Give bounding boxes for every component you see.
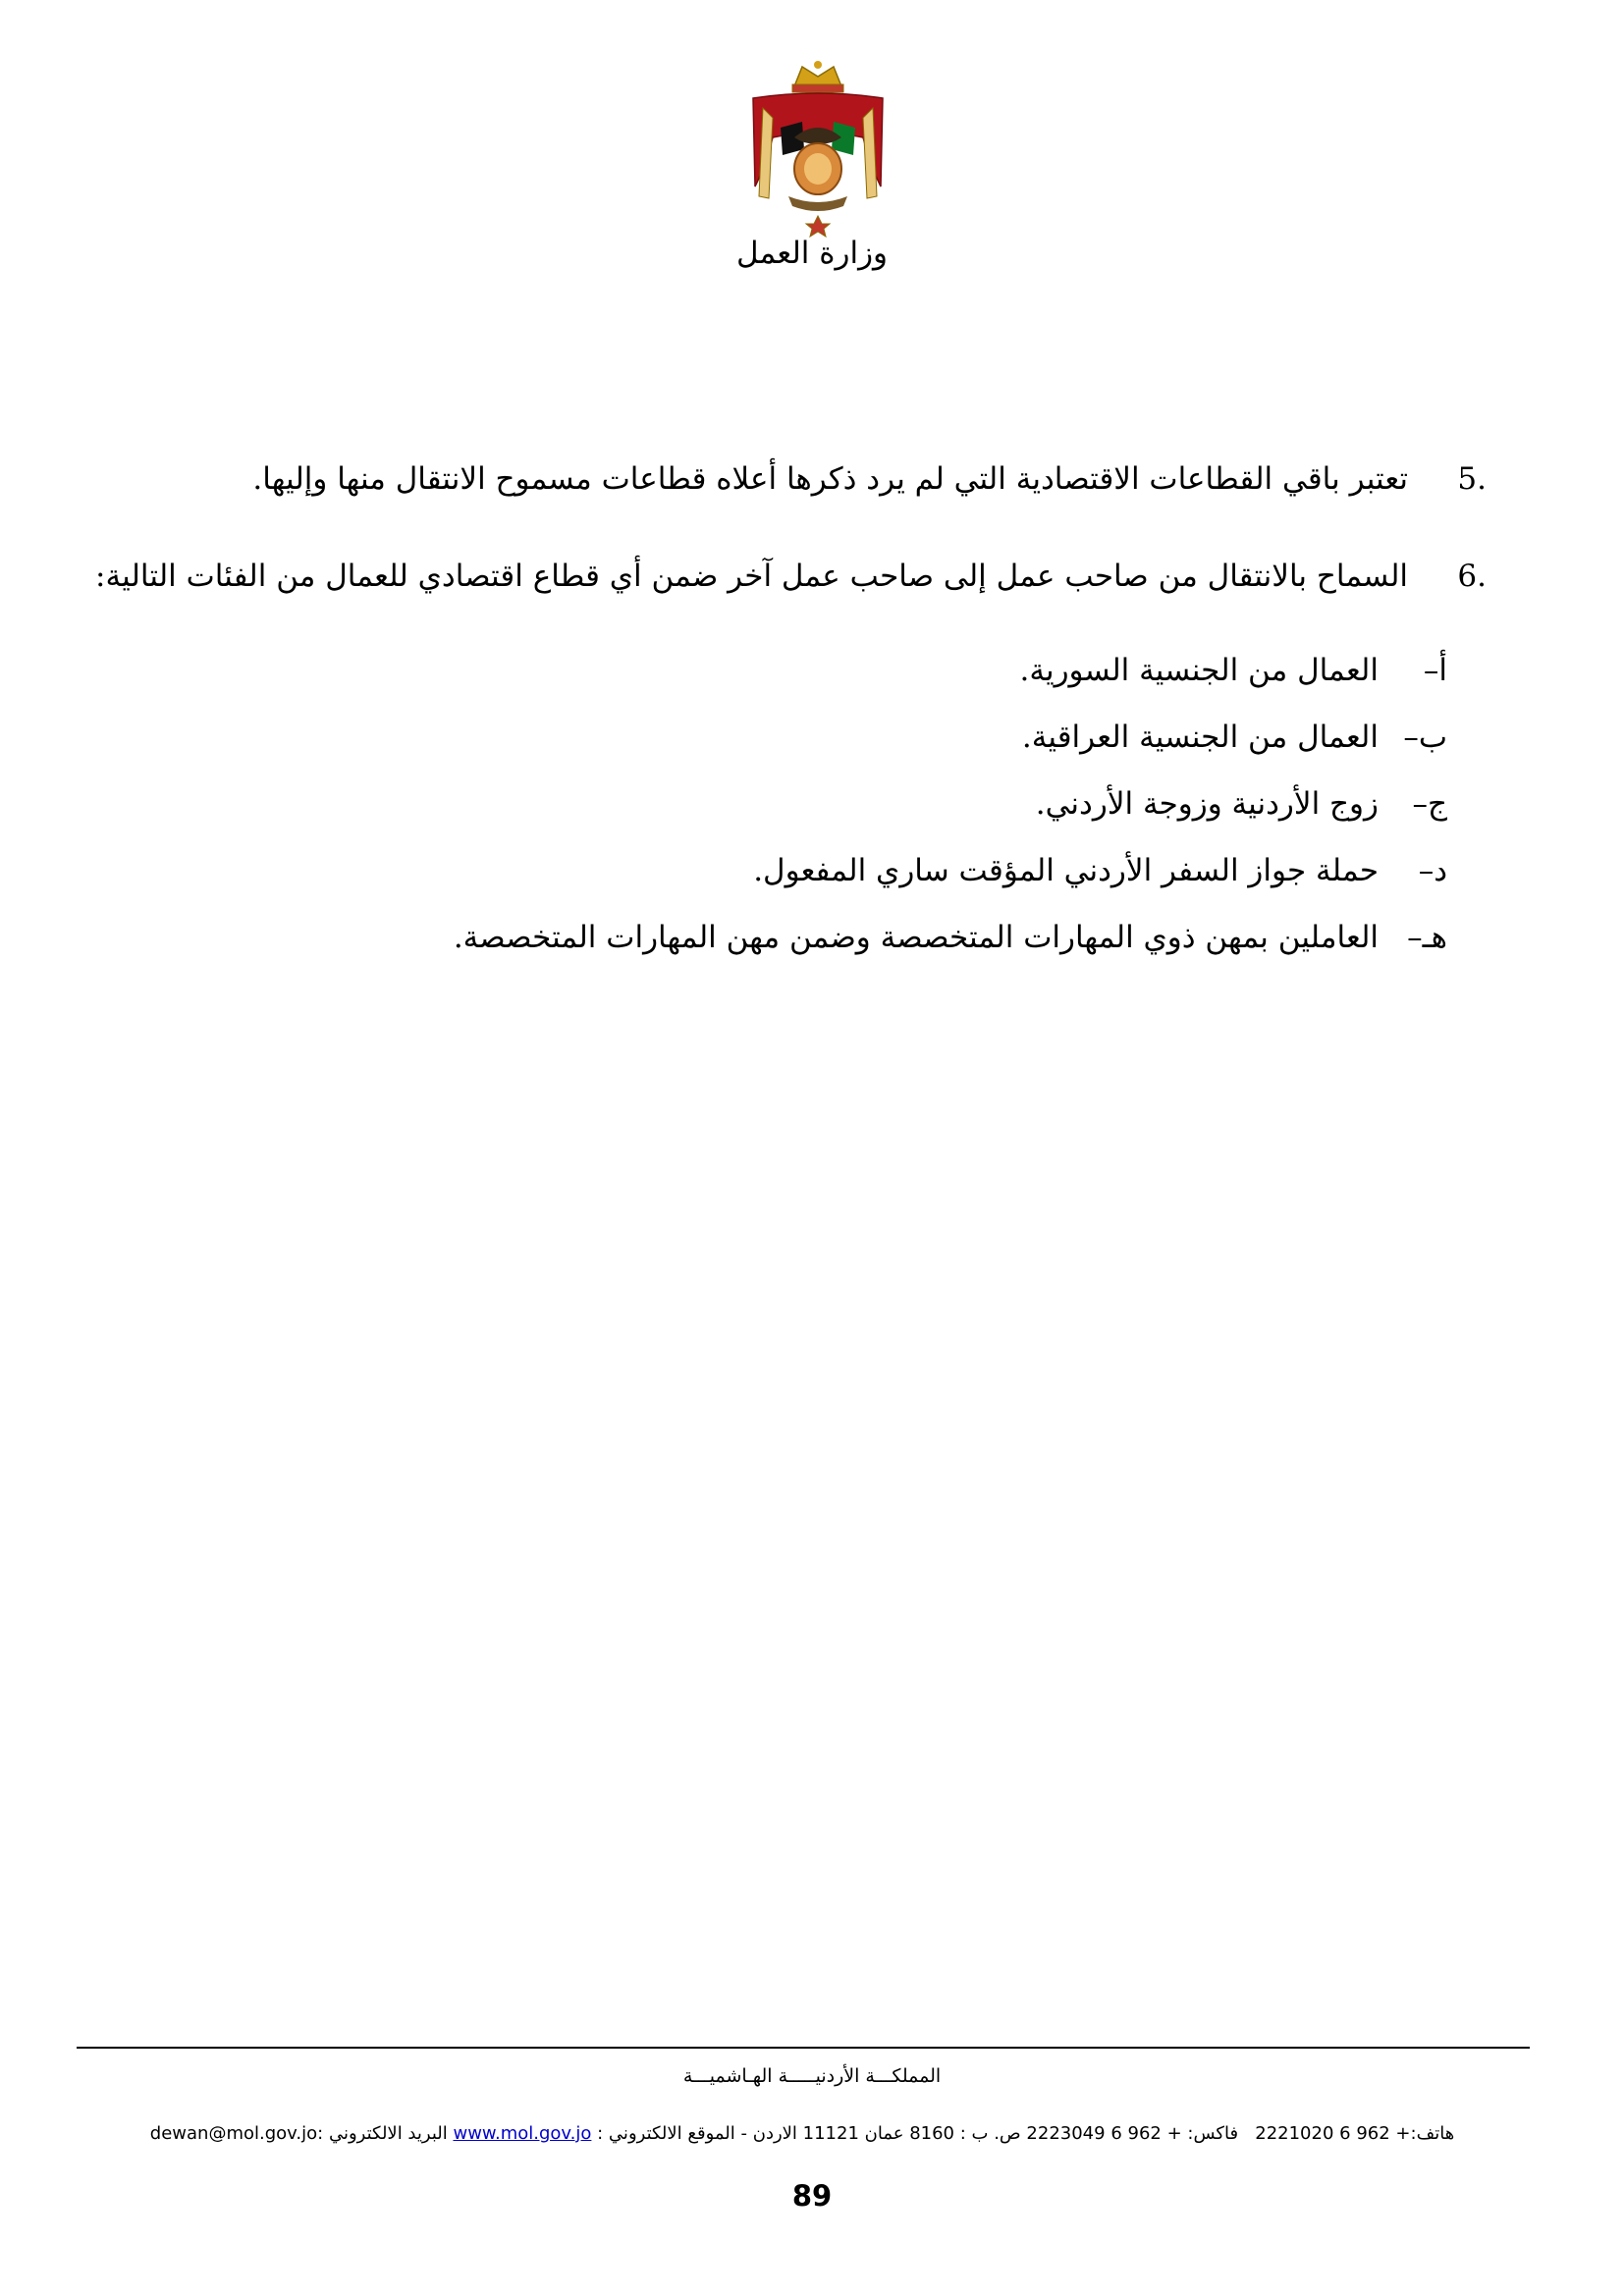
- item-number: .6: [1457, 559, 1487, 594]
- list-item-5: [252, 461, 1487, 497]
- item-number: .5: [1457, 461, 1487, 497]
- footer-fax: فاكس: + 962 6 2223049: [1026, 2123, 1239, 2144]
- footer-contact: [106, 2123, 1498, 2144]
- ministry-name: وزارة العمل: [735, 236, 889, 271]
- sub-item-e: [454, 920, 1447, 955]
- page-number: 89: [791, 2179, 833, 2213]
- footer-phone: هاتف:+ 962 6 2221020: [1255, 2123, 1455, 2144]
- footer-kingdom: المملكـــة الأردنيـــــة الهـاشميـــة: [682, 2065, 942, 2087]
- sub-item-c: [1036, 786, 1447, 822]
- website-link[interactable]: www.mol.gov.jo: [453, 2123, 592, 2144]
- sub-item-a: [1019, 653, 1447, 688]
- sub-item-text: زوج الأردنية وزوجة الأردني.: [1035, 786, 1379, 822]
- sub-item-text: العاملين بمهن ذوي المهارات المتخصصة وضمن مهن المهارات المتخصصة.: [453, 920, 1379, 955]
- sub-item-b: [1022, 720, 1447, 755]
- sub-item-text: العمال من الجنسية السورية.: [1019, 653, 1379, 688]
- coat-of-arms-icon: [733, 59, 902, 238]
- sub-item-text: العمال من الجنسية العراقية.: [1021, 720, 1379, 755]
- sub-item-letter: أ–: [1423, 653, 1447, 688]
- sub-item-letter: د–: [1418, 853, 1447, 888]
- footer-divider: [77, 2047, 1530, 2049]
- item-text: تعتبر باقي القطاعات الاقتصادية التي لم يرد ذكرها أعلاه قطاعات مسموح الانتقال منها وإليها.: [252, 461, 1408, 497]
- sub-item-text: حملة جواز السفر الأردني المؤقت ساري المفعول.: [753, 853, 1379, 888]
- sub-item-d: [753, 853, 1447, 888]
- sub-item-letter: هـ–: [1407, 920, 1447, 955]
- footer-email: البريد الالكتروني :dewan@mol.gov.jo: [149, 2123, 448, 2144]
- sub-item-letter: ب–: [1403, 720, 1447, 755]
- footer-pobox: ص. ب : 8160 عمان 11121 الاردن - الموقع الالكتروني :: [597, 2123, 1021, 2144]
- sub-item-letter: ج–: [1412, 786, 1447, 822]
- item-text: السماح بالانتقال من صاحب عمل إلى صاحب عمل آخر ضمن أي قطاع اقتصادي للعمال من الفئات التالية:: [95, 559, 1408, 594]
- list-item-6: [95, 559, 1487, 594]
